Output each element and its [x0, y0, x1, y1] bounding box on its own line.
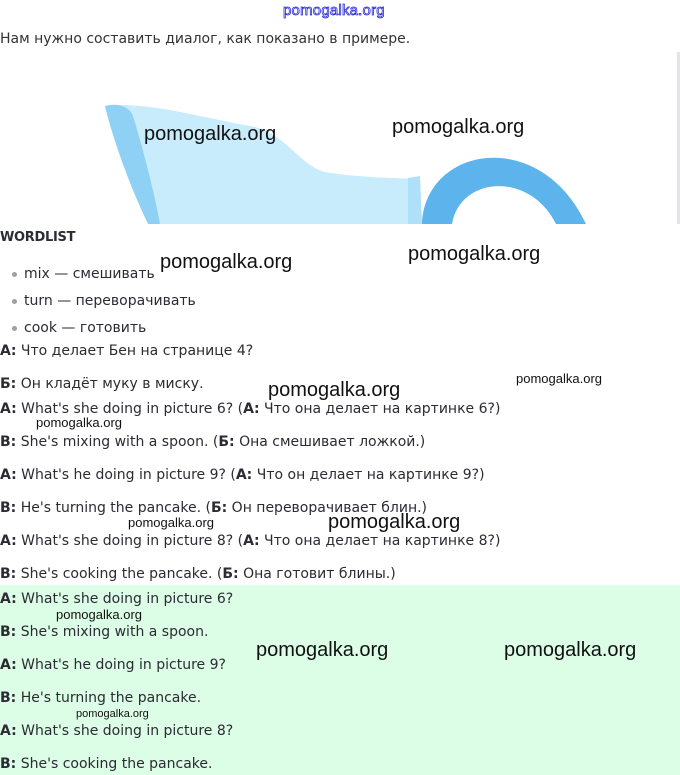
speaker-label: A:	[0, 467, 17, 483]
watermark: pomogalka.org	[268, 379, 401, 401]
dialog-line	[0, 566, 396, 582]
translation-text: Она смешивает ложкой.)	[234, 434, 426, 450]
speaker-label: B:	[0, 566, 17, 582]
speaker-label: А:	[243, 401, 260, 417]
translation-text: Что он делает на картинке 9?)	[252, 467, 485, 483]
watermark: pomogalka.org	[36, 415, 122, 430]
wordlist-title: WORDLIST	[0, 230, 76, 245]
speaker-label: Б:	[222, 566, 239, 582]
speaker-label: A:	[0, 723, 17, 739]
bowl-edge	[408, 176, 422, 224]
watermark: pomogalka.org	[160, 251, 293, 273]
wordlist	[12, 265, 196, 346]
line-text: What's she doing in picture 6?	[16, 591, 234, 607]
arc-shape	[422, 158, 586, 224]
watermark: pomogalka.org	[56, 607, 142, 622]
bullet-icon	[12, 326, 17, 331]
line-text: She's mixing with a spoon. (	[16, 434, 219, 450]
answer-line	[0, 624, 208, 640]
watermark: pomogalka.org	[516, 371, 602, 386]
word-entry: mix — смешивать	[24, 266, 155, 282]
line-text: What's she doing in picture 8?	[16, 723, 234, 739]
speaker-label: A:	[0, 591, 17, 607]
speaker-label: B:	[0, 434, 17, 450]
speaker-label: А:	[0, 343, 17, 359]
translation-text: Она готовит блины.)	[238, 566, 396, 582]
speaker-label: Б:	[0, 376, 17, 392]
line-text: He's turning the pancake.	[16, 690, 202, 706]
answer-line	[0, 591, 233, 607]
word-entry: cook — готовить	[24, 320, 147, 336]
line-text: She's cooking the pancake. (	[16, 566, 223, 582]
watermark: pomogalka.org	[144, 123, 277, 145]
line-text: Он кладёт муку в миску.	[16, 376, 204, 392]
speaker-label: Б:	[218, 434, 235, 450]
speaker-label: A:	[0, 657, 17, 673]
watermark: pomogalka.org	[504, 639, 637, 661]
list-item	[12, 319, 196, 346]
site-logo[interactable]: pomogalka.org	[283, 2, 385, 19]
line-text: What's she doing in picture 8? (	[16, 533, 244, 549]
speaker-label: A:	[0, 401, 17, 417]
speaker-label: А:	[235, 467, 253, 483]
bullet-icon	[12, 272, 17, 277]
line-text: What's he doing in picture 9?	[16, 657, 226, 673]
speaker-label: Б:	[210, 500, 228, 516]
intro-text: Нам нужно составить диалог, как показано в примере.	[0, 31, 411, 47]
line-text: He's turning the pancake. (	[16, 500, 211, 516]
speaker-label: B:	[0, 500, 17, 516]
line-text: She's mixing with a spoon.	[16, 624, 209, 640]
translation-text: Он переворачивает блин.)	[227, 500, 428, 516]
bullet-icon	[12, 299, 17, 304]
list-item	[12, 292, 196, 319]
line-text: What's he doing in picture 9? (	[16, 467, 236, 483]
translation-text: Что она делает на картинке 8?)	[259, 533, 501, 549]
answer-line	[0, 657, 226, 673]
watermark: pomogalka.org	[328, 511, 461, 533]
watermark: pomogalka.org	[408, 243, 541, 265]
line-text: Что делает Бен на странице 4?	[16, 343, 254, 359]
watermark: pomogalka.org	[128, 515, 214, 530]
dialog-line	[0, 533, 500, 549]
dialog-line	[0, 434, 425, 450]
watermark: pomogalka.org	[76, 708, 149, 720]
answer-line	[0, 756, 212, 772]
example-line	[0, 343, 253, 359]
speaker-label: B:	[0, 756, 17, 772]
answer-line	[0, 690, 201, 706]
line-text: She's cooking the pancake.	[16, 756, 213, 772]
line-text: What's she doing in picture 6? (	[16, 401, 244, 417]
speaker-label: B:	[0, 690, 17, 706]
speaker-label: B:	[0, 624, 17, 640]
example-line	[0, 376, 204, 392]
speaker-label: А:	[243, 533, 260, 549]
dialog-line	[0, 467, 485, 483]
speaker-label: A:	[0, 533, 17, 549]
watermark: pomogalka.org	[256, 639, 389, 661]
word-entry: turn — переворачивать	[24, 293, 196, 309]
translation-text: Что она делает на картинке 6?)	[259, 401, 501, 417]
answer-line	[0, 723, 233, 739]
watermark: pomogalka.org	[392, 116, 525, 138]
